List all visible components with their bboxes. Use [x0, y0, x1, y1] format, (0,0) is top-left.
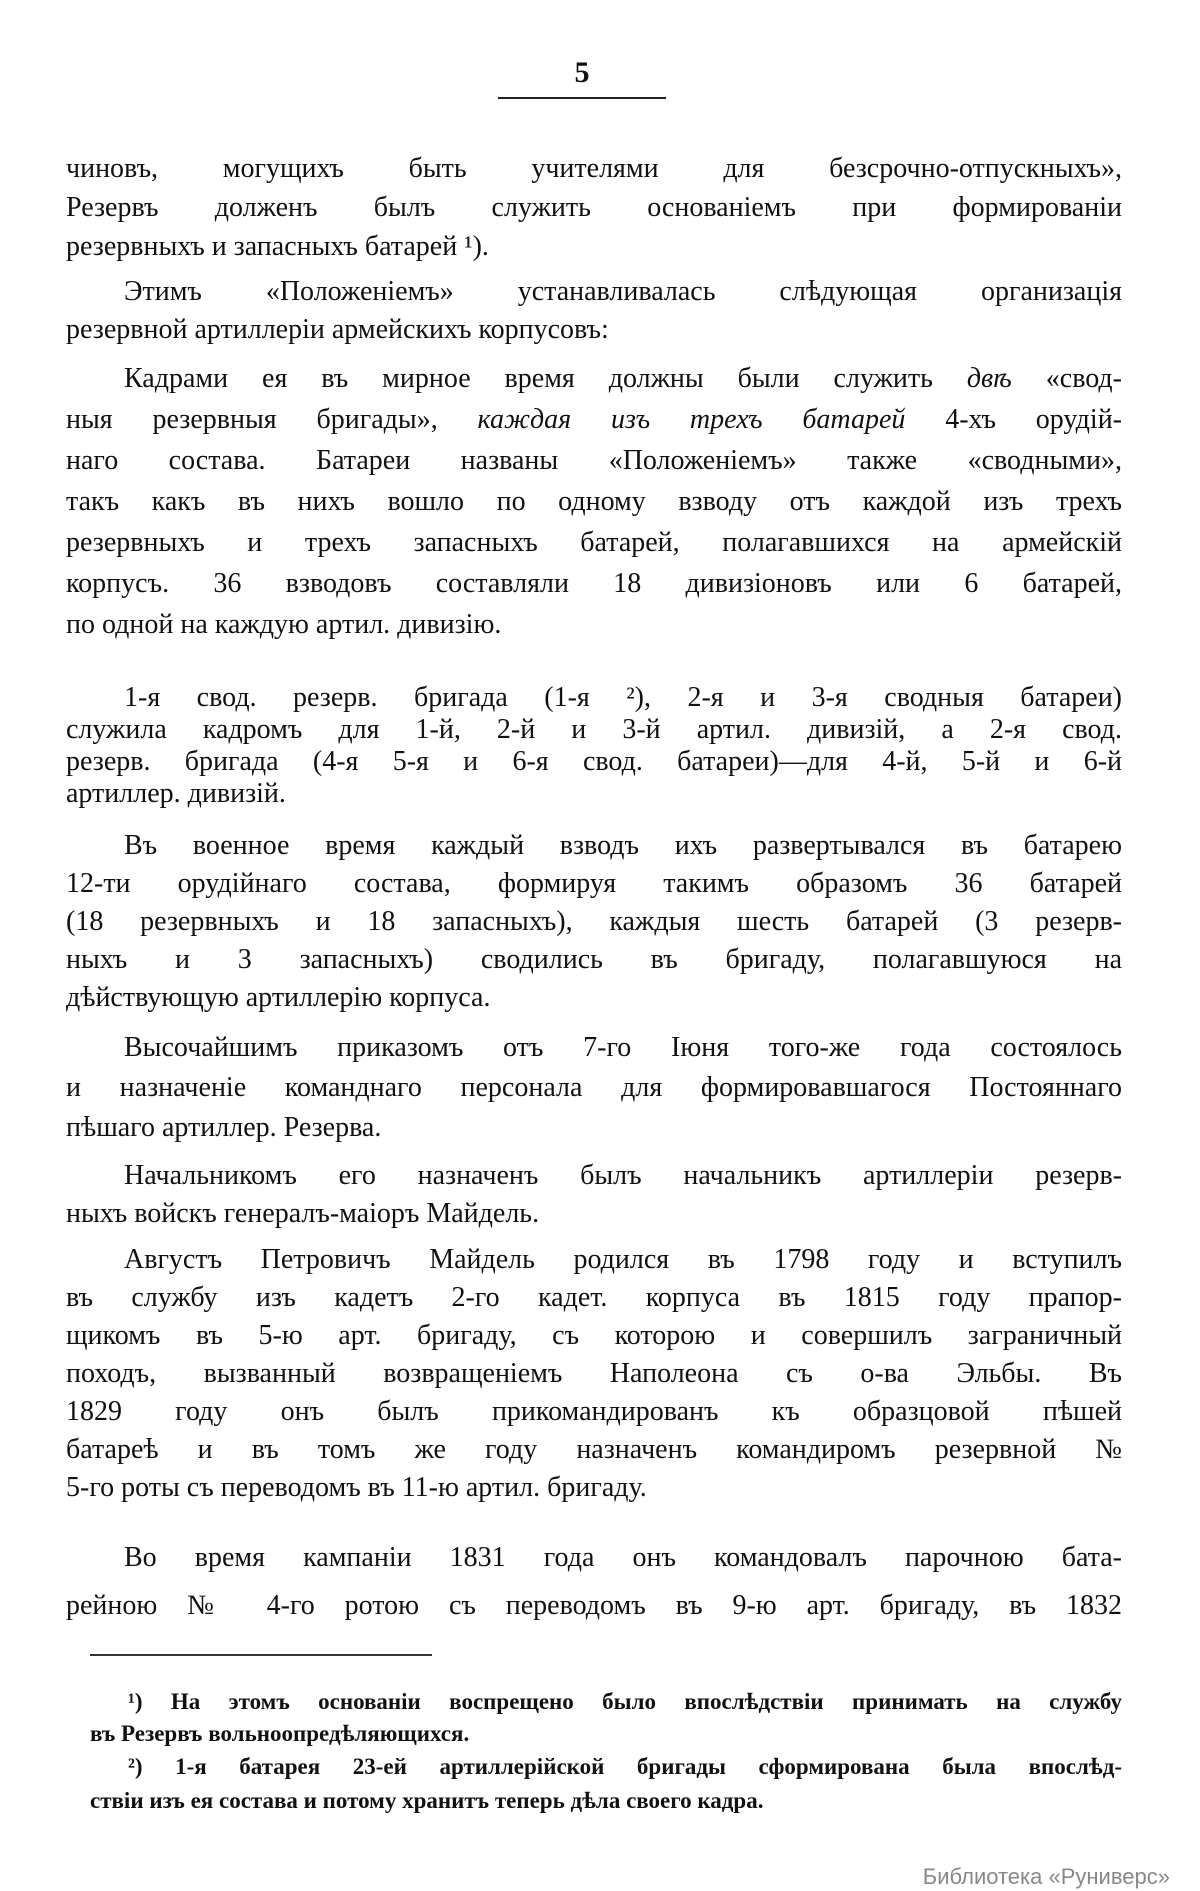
text-line	[66, 481, 1122, 522]
text-segment: пѣшаго артиллер. Резерва.	[66, 1112, 382, 1143]
text-segment: наго состава. Батареи названы «Положеніемъ» также «сводными»,	[66, 445, 1122, 476]
text-line	[66, 1431, 1122, 1469]
text-segment: по одной на каждую артил. дивизію.	[66, 609, 502, 640]
text-line	[66, 1355, 1122, 1393]
text-segment: 1829 году онъ былъ прикомандированъ къ образцовой пѣшей	[66, 1396, 1122, 1427]
text-segment: ствіи изъ ея состава и потому хранитъ теперь дѣла своего кадра.	[90, 1788, 764, 1813]
footnote	[90, 1686, 1122, 1750]
text-line	[66, 1279, 1122, 1317]
text-line	[66, 714, 1122, 746]
footnote-separator	[90, 1654, 432, 1656]
text-segment: артиллер. дивизій.	[66, 778, 286, 809]
text-line	[66, 979, 1122, 1017]
text-segment: такъ какъ въ нихъ вошло по одному взводу отъ каждой изъ трехъ	[66, 486, 1122, 517]
text-segment: батареѣ и въ томъ же году назначенъ командиромъ резервной №	[66, 1434, 1122, 1465]
text-line	[66, 1028, 1122, 1068]
text-line	[66, 522, 1122, 563]
text-line	[66, 563, 1122, 604]
text-segment: и назначеніе команднаго персонала для формировавшагося Постояннаго	[66, 1072, 1122, 1103]
text-segment: 5-го роты съ переводомъ въ 11-ю артил. бригаду.	[66, 1472, 647, 1503]
text-line	[66, 188, 1122, 227]
text-segment: Кадрами ея въ мирное время должны были служить	[124, 363, 967, 394]
library-watermark: Библиотека «Руниверс»	[922, 1864, 1170, 1889]
text-line	[90, 1686, 1122, 1718]
text-line	[66, 865, 1122, 903]
paragraph	[66, 273, 1122, 349]
text-segment: резерв. бригада (4-я 5-я и 6-я свод. батареи)—для 4-й, 5-й и 6-й	[66, 746, 1122, 777]
footnote	[90, 1750, 1122, 1818]
paragraph	[66, 827, 1122, 1017]
text-line	[90, 1784, 1122, 1818]
page-number-rule	[498, 97, 666, 99]
text-segment: дѣйствующую артиллерію корпуса.	[66, 982, 491, 1013]
text-line	[66, 440, 1122, 481]
text-segment: «свод-	[1011, 363, 1122, 394]
text-line	[66, 149, 1122, 188]
text-line	[66, 903, 1122, 941]
paragraph	[66, 358, 1122, 645]
text-line	[66, 1534, 1122, 1582]
text-line	[66, 1469, 1122, 1507]
italic-text: двѣ	[966, 363, 1012, 394]
page-number: 5	[574, 56, 590, 89]
text-segment: корпусъ. 36 взводовъ составляли 18 дивизіоновъ или 6 батарей,	[66, 568, 1122, 599]
text-segment: ²) 1-я батарея 23-ей артиллерійской бригады сформирована была впослѣд-	[128, 1754, 1122, 1779]
text-segment: ныя резервныя бригады»,	[66, 404, 478, 435]
paragraph	[66, 682, 1122, 810]
text-line	[66, 1195, 1122, 1233]
text-segment: (18 резервныхъ и 18 запасныхъ), каждыя шесть батарей (3 резерв-	[66, 906, 1122, 937]
paragraph	[66, 1028, 1122, 1148]
text-segment: походъ, вызванный возвращеніемъ Наполеона съ о-ва Эльбы. Въ	[66, 1358, 1122, 1389]
text-segment: Во время кампаніи 1831 года онъ командовалъ парочною бата-	[124, 1542, 1122, 1573]
text-line	[66, 399, 1122, 440]
text-line	[66, 273, 1122, 311]
text-line	[66, 1317, 1122, 1355]
text-line	[66, 941, 1122, 979]
paragraph	[66, 1157, 1122, 1233]
text-segment: чиновъ, могущихъ быть учителями для безсрочно-отпускныхъ»,	[66, 153, 1122, 184]
paragraph	[66, 1534, 1122, 1630]
text-segment: 12-ти орудійнаго состава, формируя такимъ образомъ 36 батарей	[66, 868, 1122, 899]
paragraph	[66, 149, 1122, 266]
text-line	[90, 1750, 1122, 1784]
text-segment: Высочайшимъ приказомъ отъ 7-го Іюня того-же года состоялось	[124, 1032, 1122, 1063]
text-segment: Начальникомъ его назначенъ былъ начальникъ артиллеріи резерв-	[124, 1160, 1122, 1191]
text-line	[66, 311, 1122, 349]
text-segment: ¹) На этомъ основаніи воспрещено было впослѣдствіи принимать на службу	[128, 1689, 1122, 1714]
text-line	[66, 778, 1122, 810]
text-segment: рейною № 4-го ротою съ переводомъ въ 9-ю арт. бригаду, въ 1832	[66, 1590, 1122, 1621]
text-line	[66, 1582, 1122, 1630]
text-line	[66, 682, 1122, 714]
text-segment: въ Резервъ вольноопредѣляющихся.	[90, 1721, 470, 1746]
text-segment: въ службу изъ кадетъ 2-го кадет. корпуса въ 1815 году прапор-	[66, 1282, 1122, 1313]
text-segment: ныхъ и 3 запасныхъ) сводились въ бригаду, полагавшуюся на	[66, 944, 1122, 975]
text-line	[66, 1157, 1122, 1195]
text-line	[66, 358, 1122, 399]
text-segment: 1-я свод. резерв. бригада (1-я ²), 2-я и 3-я сводныя батареи)	[124, 682, 1122, 713]
text-segment: ныхъ войскъ генералъ-маіоръ Майдель.	[66, 1198, 540, 1229]
text-segment: резервной артиллеріи армейскихъ корпусовъ:	[66, 314, 609, 345]
text-line	[66, 227, 1122, 266]
text-line	[90, 1718, 1122, 1750]
text-segment: Въ военное время каждый взводъ ихъ развертывался въ батарею	[124, 830, 1122, 861]
text-segment: Августъ Петровичъ Майдель родился въ 1798 году и вступилъ	[124, 1244, 1122, 1275]
italic-text: каждая изъ трехъ батарей	[477, 404, 906, 435]
text-line	[66, 1068, 1122, 1108]
text-segment: служила кадромъ для 1-й, 2-й и 3-й артил. дивизій, а 2-я свод.	[66, 714, 1122, 745]
text-line	[66, 1241, 1122, 1279]
text-line	[66, 604, 1122, 645]
text-segment: резервныхъ и трехъ запасныхъ батарей, полагавшихся на армейскій	[66, 527, 1122, 558]
text-segment: Резервъ долженъ былъ служить основаніемъ при формированіи	[66, 192, 1122, 223]
text-segment: щикомъ въ 5-ю арт. бригаду, съ которою и совершилъ заграничный	[66, 1320, 1122, 1351]
text-line	[66, 827, 1122, 865]
text-segment: резервныхъ и запасныхъ батарей ¹).	[66, 231, 489, 262]
text-line	[66, 1108, 1122, 1148]
text-line	[66, 1393, 1122, 1431]
text-segment: Этимъ «Положеніемъ» устанавливалась слѣдующая организація	[124, 276, 1122, 307]
text-line	[66, 746, 1122, 778]
paragraph	[66, 1241, 1122, 1507]
text-segment: 4-хъ орудій-	[905, 404, 1123, 435]
